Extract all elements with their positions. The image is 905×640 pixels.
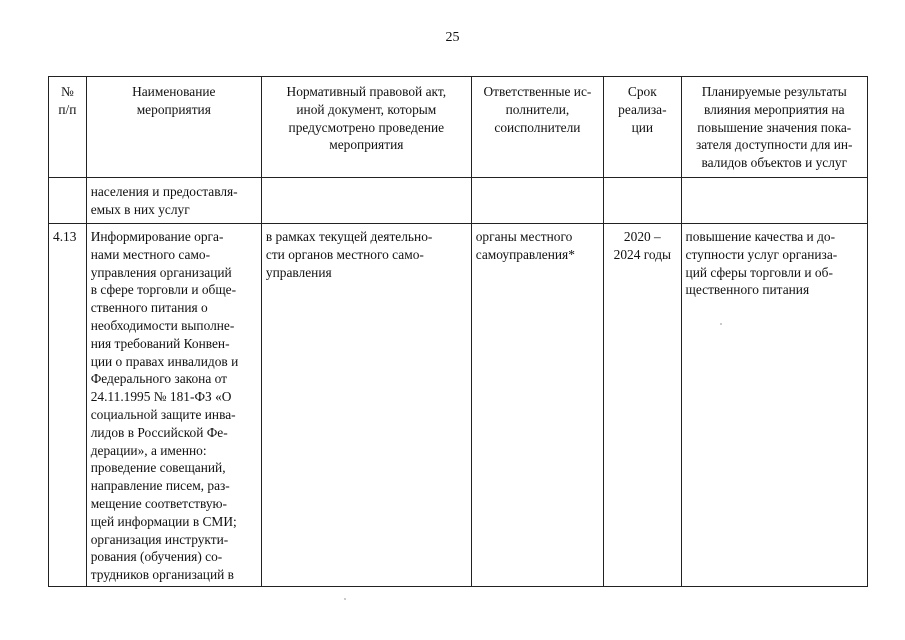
- cell-text-line: трудников организаций в: [90, 567, 234, 583]
- cell-planned-results: [681, 224, 867, 587]
- cell-text-line: емых в них услуг: [90, 201, 190, 217]
- header-legal-act: [261, 77, 471, 178]
- scan-speck: [720, 323, 722, 325]
- cell-text-line: Срок: [627, 84, 657, 99]
- cell-text-line: ции о правах инвалидов и: [90, 353, 239, 369]
- cell-text-line: Федерального закона от: [90, 371, 227, 387]
- cell-measure-name: [86, 224, 261, 587]
- cell-text-line: валидов объектов и услуг: [701, 155, 848, 171]
- measures-table: [48, 76, 868, 587]
- cell-text-line: рования (обучения) со-: [90, 549, 223, 565]
- header-number: [49, 77, 87, 178]
- cell-number: [49, 178, 87, 224]
- header-responsible: [471, 77, 603, 178]
- cell-text-line: повышение значения пока-: [697, 119, 852, 135]
- cell-text-line: полнители,: [505, 101, 570, 117]
- cell-text-line: 2024 годы: [613, 246, 672, 262]
- cell-text-line: Наименование: [132, 84, 216, 99]
- cell-text-line: повышение качества и до-: [685, 229, 836, 244]
- cell-text-line: предусмотрено проведение: [288, 119, 445, 135]
- cell-text-line: в сфере торговли и обще-: [90, 282, 237, 298]
- cell-text-line: населения и предоставля-: [90, 184, 238, 199]
- cell-text-line: п/п: [58, 101, 77, 117]
- cell-text-line: ния требований Конвен-: [90, 335, 230, 351]
- cell-text-line: проведение совещаний,: [90, 460, 226, 476]
- cell-text-line: Информирование орга-: [90, 229, 224, 244]
- cell-text-line: соисполнители: [494, 119, 581, 135]
- page-number: 25: [445, 30, 460, 45]
- header-measure-name: [86, 77, 261, 178]
- cell-number: 4.13: [49, 224, 87, 587]
- cell-text-line: ции: [631, 119, 654, 135]
- cell-text-line: нами местного само-: [90, 246, 211, 262]
- cell-text-line: дерации», а именно:: [90, 442, 207, 458]
- cell-text-line: направление писем, раз-: [90, 478, 230, 494]
- cell-measure-name: [86, 178, 261, 224]
- table-row-4-13: [49, 224, 868, 587]
- cell-text-line: щественного питания: [685, 282, 810, 298]
- cell-text-line: реализа-: [618, 101, 667, 117]
- cell-text-line: в рамках текущей деятельно-: [265, 229, 433, 244]
- cell-text-line: мероприятия: [329, 137, 404, 153]
- cell-text-line: 24.11.1995 № 181-ФЗ «О: [90, 389, 232, 405]
- header-term: [604, 77, 681, 178]
- cell-text-line: необходимости выполне-: [90, 317, 235, 333]
- cell-text-line: мещение соответствую-: [90, 495, 228, 511]
- table-header-row: [49, 77, 868, 178]
- cell-text-line: самоуправления*: [475, 246, 575, 262]
- cell-text-line: лидов в Российской Фе-: [90, 424, 228, 440]
- cell-term: [604, 178, 681, 224]
- cell-text-line: мероприятия: [136, 101, 211, 117]
- cell-text-line: Нормативный правовой акт,: [286, 84, 447, 99]
- cell-text-line: ций сферы торговли и об-: [685, 264, 833, 280]
- cell-legal-act: [261, 178, 471, 224]
- cell-text-line: сти органов местного само-: [265, 246, 424, 262]
- cell-text-line: Планируемые результаты: [701, 84, 847, 99]
- cell-text-line: зателя доступности для ин-: [696, 137, 853, 153]
- cell-text-line: иной документ, которым: [296, 101, 437, 117]
- cell-text-line: влияния мероприятия на: [703, 101, 845, 117]
- cell-text-line: ственного питания о: [90, 300, 208, 316]
- cell-text-line: Ответственные ис-: [483, 84, 592, 99]
- cell-text-line: организация инструкти-: [90, 531, 229, 547]
- cell-responsible: [471, 224, 603, 587]
- scan-speck: [344, 598, 346, 600]
- cell-text-line: органы местного: [475, 229, 573, 244]
- cell-term: [604, 224, 681, 587]
- cell-text-line: №: [60, 84, 74, 99]
- cell-text-line: 2020 –: [623, 229, 661, 244]
- cell-text-line: социальной защите инва-: [90, 406, 236, 422]
- cell-legal-act: [261, 224, 471, 587]
- table-row-continuation: [49, 178, 868, 224]
- cell-planned-results: [681, 178, 867, 224]
- cell-text-line: управления организаций: [90, 264, 232, 280]
- cell-text-line: щей информации в СМИ;: [90, 513, 237, 529]
- header-planned-results: [681, 77, 867, 178]
- cell-text-line: управления: [265, 264, 332, 280]
- cell-text-line: ступности услуг организа-: [685, 246, 838, 262]
- cell-responsible: [471, 178, 603, 224]
